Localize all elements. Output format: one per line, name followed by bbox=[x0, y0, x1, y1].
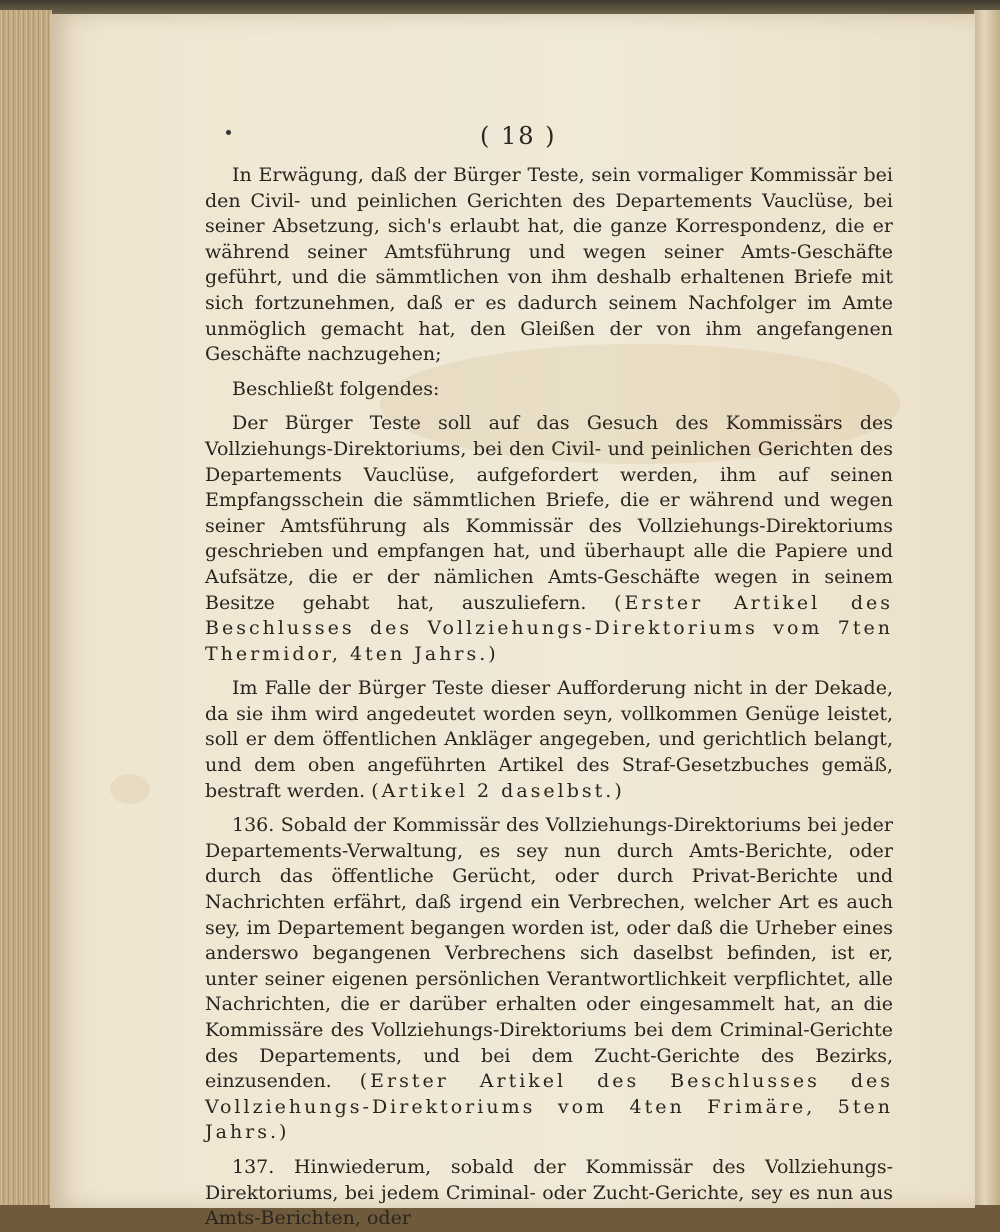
book-page-edges bbox=[0, 10, 52, 1205]
paragraph-text: Hinwiederum, sobald der Kommissär des Vollziehungs-Direktoriums, bei jedem Criminal- oder Zucht-Gerichte, sey es nun aus Amts-Berichten, oder bbox=[205, 1155, 893, 1230]
citation: (Erster Artikel des Beschlusses des Vollziehungs-Direktoriums vom 4ten Frimäre, 5ten Jahrs.) bbox=[205, 1070, 893, 1144]
paragraph-im-falle bbox=[205, 676, 893, 804]
page-body bbox=[205, 163, 893, 1232]
article-number: 136. bbox=[232, 814, 275, 837]
page-number-header: ( 18 ) bbox=[480, 122, 557, 150]
paragraph-137 bbox=[205, 1155, 893, 1232]
article-number: 137. bbox=[232, 1155, 275, 1178]
paragraph-text: Der Bürger Teste soll auf das Gesuch des Kommissärs des Vollziehungs-Direktoriums, bei den Civil- und peinlichen Gerichten des Departements Vauclüse, aufgefordert werden, ihm auf seinen Empfangsschein die sämmtlichen Briefe, die er während und wegen seiner Amtsführung als Kommissär des Vollziehungs-Direktoriums geschrieben und empfangen hat, und überhaupt alle die Papiere und Aufsätze, die er der nämlichen Amts-Geschäfte wegen in seinem Besitze gehabt hat, auszuliefern. bbox=[205, 412, 893, 614]
paragraph-text: Im Falle der Bürger Teste dieser Aufforderung nicht in der Dekade, da sie ihm wird angedeutet worden seyn, vollkommen Genüge leistet, soll er dem öffentlichen Ankläger angegeben, und gerichtlich belangt, und dem oben angeführten Artikel des Straf-Gesetzbuches gemäß, bestraft werden. bbox=[205, 677, 893, 802]
paragraph-136 bbox=[205, 813, 893, 1146]
paragraph-erwaegung: In Erwägung, daß der Bürger Teste, sein vormaliger Kommissär bei den Civil- und peinlichen Gerichten des Departements Vauclüse, bei seiner Absetzung, sich's erlaubt hat, die ganze Korrespondenz, die er während seiner Amtsführung und wegen seiner Amts-Geschäfte geführt, und die sämmtlichen von ihm deshalb erhaltenen Briefe mit sich fortzunehmen, daß er es dadurch seinem Nachfolger im Amte unmöglich gemacht hat, den Gleißen der von ihm angefangenen Geschäfte nachzugehen; bbox=[205, 164, 893, 366]
citation: (Artikel 2 daselbst.) bbox=[371, 779, 625, 802]
ink-dot bbox=[226, 130, 231, 135]
citation: (Erster Artikel des Beschlusses des Vollziehungs-Direktoriums vom 7ten Thermidor, 4ten Jahrs.) bbox=[205, 591, 893, 665]
paragraph-teste-order bbox=[205, 411, 893, 667]
paragraph-beschliesst: Beschließt folgendes: bbox=[232, 377, 440, 400]
facing-page-edge bbox=[974, 10, 1000, 1205]
paragraph-text: Sobald der Kommissär des Vollziehungs-Direktoriums bei jeder Departements-Verwaltung, es sey nun durch Amts-Berichte, oder durch das öffentliche Gerücht, oder durch Privat-Berichte und Nachrichten erfährt, daß irgend ein Verbrechen, welcher Art es auch sey, im Departement begangen worden ist, oder daß die Urheber eines anderswo begangenen Verbrechens sich daselbst befinden, ist er, unter seiner eigenen persönlichen Verantwortlichkeit verpflichtet, alle Nachrichten, die er darüber erhalten oder eingesammelt hat, an die Kommissäre des Vollziehungs-Direktoriums bei dem Criminal-Gerichte des Departements, und bei dem Zucht-Gerichte des Bezirks, einzusenden. bbox=[205, 814, 893, 1093]
